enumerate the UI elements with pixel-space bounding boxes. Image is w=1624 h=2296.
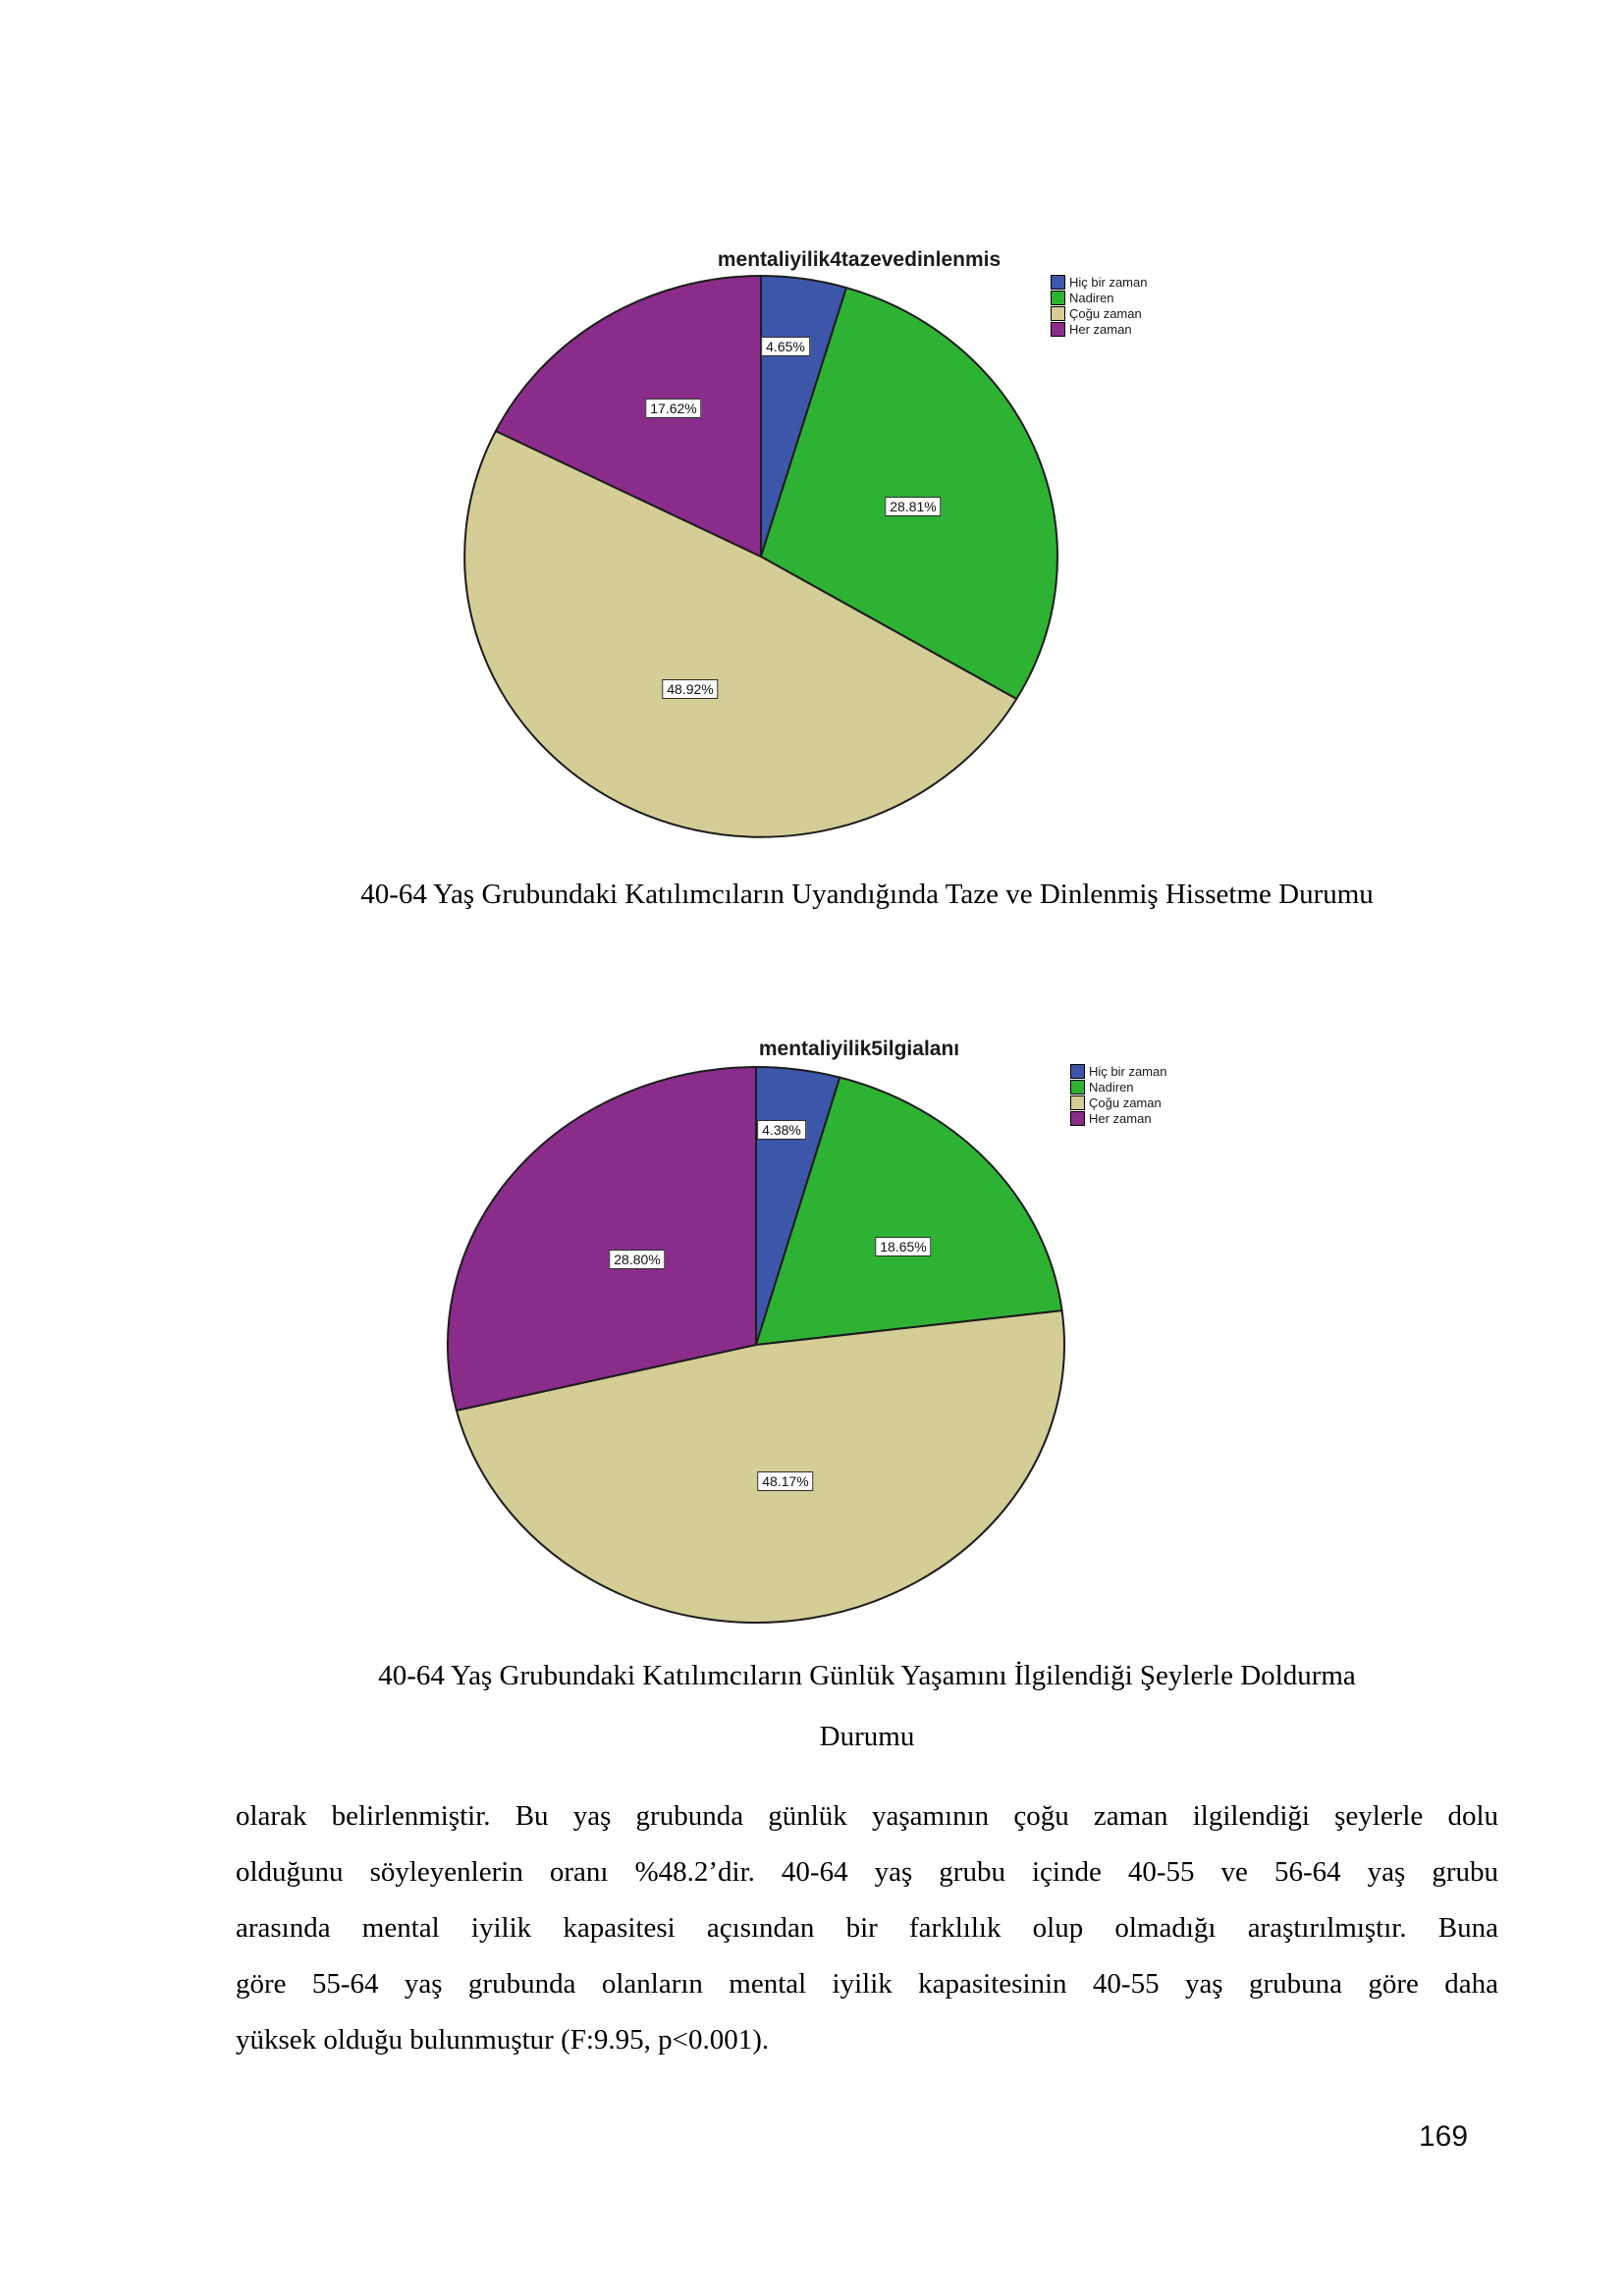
legend-label: Her zaman — [1089, 1111, 1152, 1126]
legend-item — [1070, 1080, 1166, 1095]
slice-percent-label: 28.81% — [885, 497, 941, 516]
legend-swatch-icon — [1051, 275, 1065, 290]
legend-label: Hiç bir zaman — [1089, 1064, 1167, 1079]
legend-item — [1051, 275, 1147, 290]
body-text-line: göre 55-64 yaş grubunda olanların mental iyilik kapasitesinin 40-55 yaş grubuna göre daha — [236, 1968, 1498, 2000]
chart-legend — [1070, 1064, 1166, 1127]
slice-percent-label: 4.65% — [761, 337, 810, 356]
page-number: 169 — [1418, 2120, 1469, 2153]
legend-label: Hiç bir zaman — [1069, 275, 1148, 290]
legend-swatch-icon — [1051, 291, 1065, 305]
legend-item — [1051, 322, 1147, 337]
pie-chart-daily-interests — [432, 1021, 1286, 1654]
legend-swatch-icon — [1070, 1111, 1085, 1126]
chart-title: mentaliyilik4tazevedinlenmis — [717, 248, 1001, 271]
slice-percent-label: 28.80% — [609, 1250, 665, 1269]
slice-percent-label: 48.17% — [757, 1471, 813, 1491]
legend-label: Çoğu zaman — [1069, 306, 1142, 321]
slice-percent-label: 4.38% — [757, 1120, 806, 1140]
body-text-line: arasında mental iyilik kapasitesi açısından bir farklılık olup olmadığı araştırılmıştır. Buna — [236, 1912, 1498, 1944]
body-text-line: olduğunu söyleyenlerin oranı %48.2’dir. 40-64 yaş grubu içinde 40-55 ve 56-64 yaş grubu — [236, 1856, 1498, 1888]
caption-line: Durumu — [819, 1721, 915, 1752]
body-text-line: yüksek olduğu bulunmuştur (F:9.95, p<0.001). — [236, 2024, 770, 2056]
legend-label: Nadiren — [1089, 1080, 1134, 1095]
chart-legend — [1051, 275, 1147, 338]
legend-item — [1070, 1095, 1166, 1110]
body-text-line: olarak belirlenmiştir. Bu yaş grubunda günlük yaşamının çoğu zaman ilgilendiği şeylerle dolu — [236, 1800, 1498, 1832]
legend-item — [1051, 306, 1147, 321]
legend-label: Çoğu zaman — [1089, 1095, 1162, 1110]
legend-swatch-icon — [1051, 306, 1065, 321]
legend-label: Her zaman — [1069, 322, 1132, 337]
figure-caption — [236, 864, 1498, 925]
legend-swatch-icon — [1070, 1064, 1085, 1079]
slice-percent-label: 17.62% — [645, 399, 701, 418]
slice-percent-label: 48.92% — [662, 679, 718, 699]
caption-line: 40-64 Yaş Grubundaki Katılımcıların Günlük Yaşamını İlgilendiği Şeylerle Doldurma — [378, 1660, 1356, 1691]
slice-percent-label: 18.65% — [875, 1237, 931, 1256]
figure-caption — [236, 1645, 1498, 1767]
chart-title: mentaliyilik5ilgialanı — [758, 1038, 960, 1060]
pie-chart-canvas — [432, 236, 1286, 869]
pie-chart-fresh-rested — [432, 236, 1286, 869]
body-paragraph — [236, 1789, 1498, 2068]
legend-swatch-icon — [1070, 1080, 1085, 1095]
legend-item — [1070, 1111, 1166, 1126]
legend-item — [1051, 291, 1147, 305]
legend-label: Nadiren — [1069, 291, 1114, 305]
caption-line: 40-64 Yaş Grubundaki Katılımcıların Uyandığında Taze ve Dinlenmiş Hissetme Durumu — [360, 879, 1374, 910]
legend-item — [1070, 1064, 1166, 1079]
legend-swatch-icon — [1070, 1095, 1085, 1110]
legend-swatch-icon — [1051, 322, 1065, 337]
